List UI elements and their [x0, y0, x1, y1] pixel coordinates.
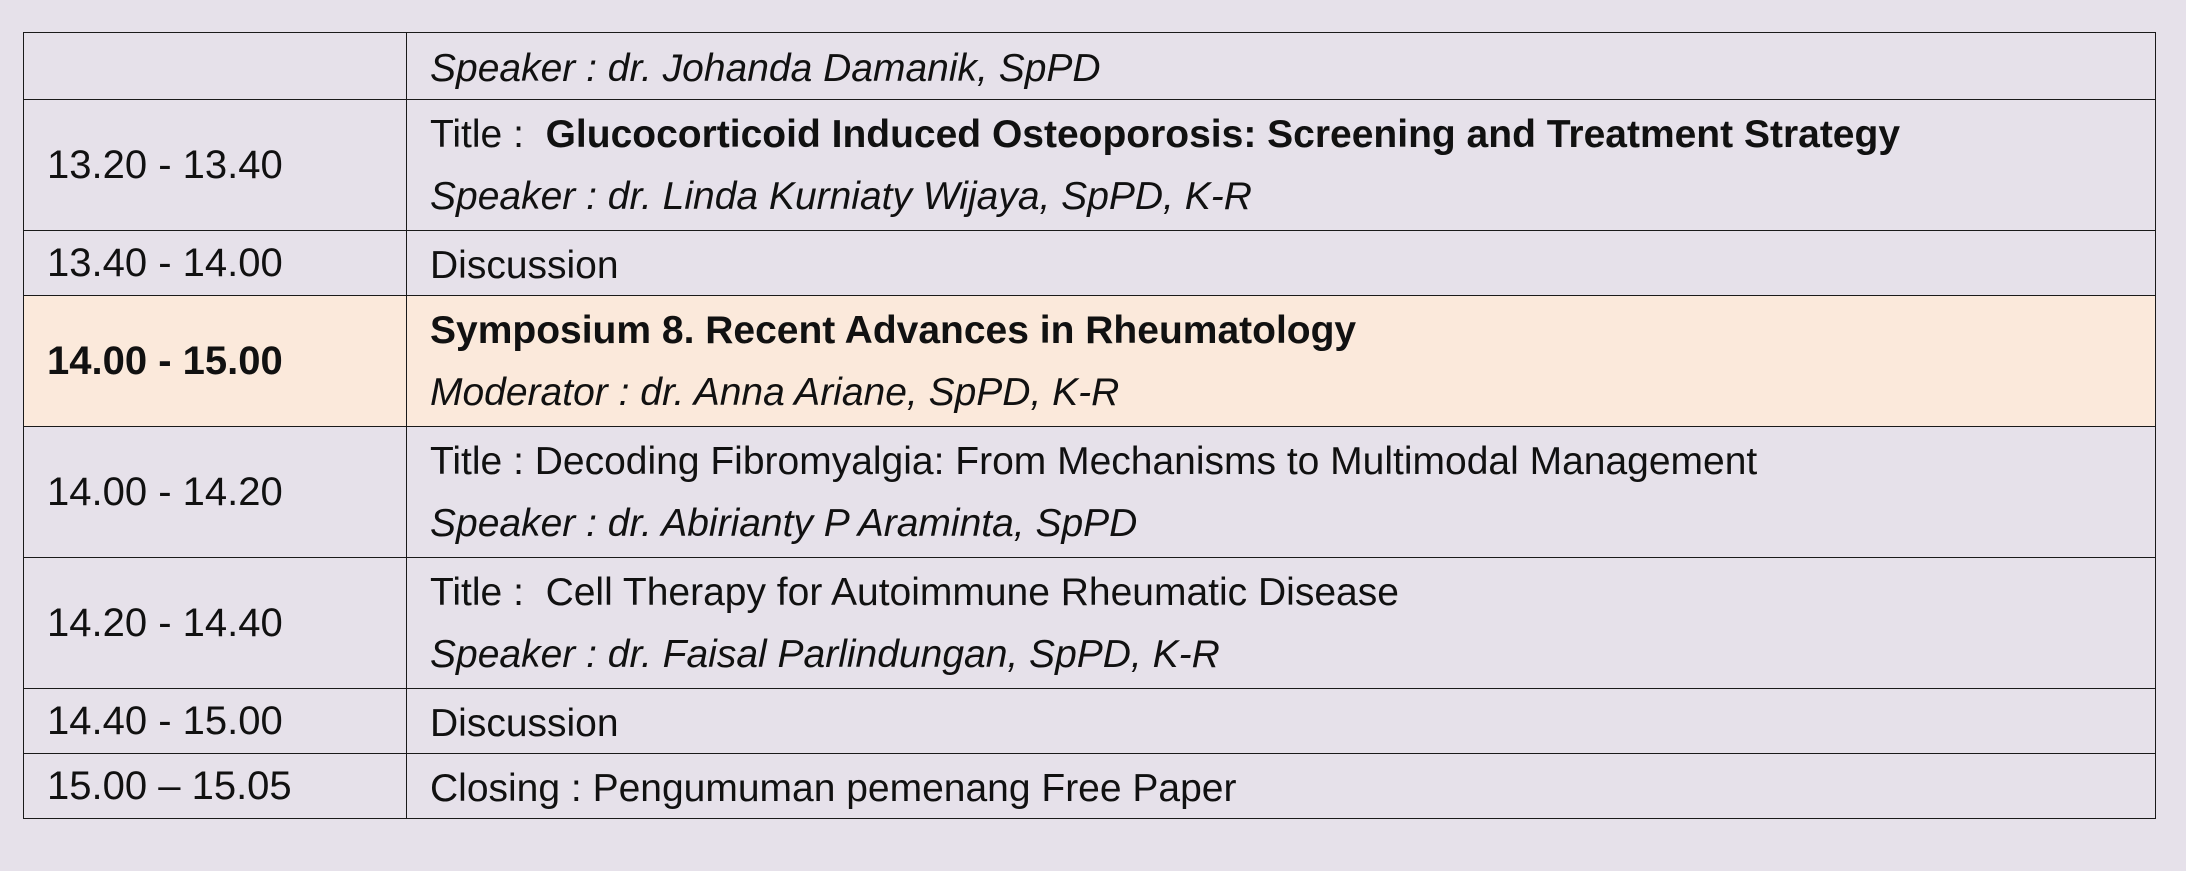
speaker-text: Speaker : dr. Faisal Parlindungan, SpPD, K-R: [430, 633, 1220, 676]
session-cell: [407, 231, 2156, 296]
session-cell: [407, 427, 2156, 558]
speaker-text: Speaker : dr. Linda Kurniaty Wijaya, SpPD, K-R: [430, 175, 1252, 218]
time-cell: 14.00 - 15.00: [24, 296, 407, 427]
moderator-text: Moderator : dr. Anna Ariane, SpPD, K-R: [430, 371, 1120, 414]
time-cell: 13.20 - 13.40: [24, 100, 407, 231]
schedule-row: [24, 427, 2156, 558]
time-cell: 15.00 – 15.05: [24, 754, 407, 819]
session-cell: [407, 558, 2156, 689]
session-cell: [407, 689, 2156, 754]
session-cell: [407, 100, 2156, 231]
time-cell: 14.20 - 14.40: [24, 558, 407, 689]
session-cell: [407, 296, 2156, 427]
discussion-text: Discussion: [430, 244, 619, 287]
schedule-row: [24, 558, 2156, 689]
time-cell: [24, 33, 407, 100]
schedule-row: [24, 754, 2156, 819]
schedule-row: [24, 33, 2156, 100]
speaker-text: Speaker : dr. Abirianty P Araminta, SpPD: [430, 502, 1138, 545]
discussion-text: Discussion: [430, 702, 619, 745]
talk-title: Title : Decoding Fibromyalgia: From Mechanisms to Multimodal Management: [430, 440, 1758, 483]
title-text: Glucocorticoid Induced Osteoporosis: Screening and Treatment Strategy: [545, 113, 1901, 156]
symposium-row: [24, 296, 2156, 427]
symposium-title: Symposium 8. Recent Advances in Rheumatology: [430, 309, 1357, 352]
session-cell: [407, 754, 2156, 819]
talk-title: [430, 100, 2155, 163]
title-prefix: Title :: [430, 113, 546, 156]
speaker-text: Speaker : dr. Johanda Damanik, SpPD: [430, 47, 1101, 90]
time-cell: 14.00 - 14.20: [24, 427, 407, 558]
talk-title: Title : Cell Therapy for Autoimmune Rheumatic Disease: [430, 571, 1399, 614]
closing-text: Closing : Pengumuman pemenang Free Paper: [430, 767, 1237, 810]
session-cell: [407, 33, 2156, 100]
time-cell: 14.40 - 15.00: [24, 689, 407, 754]
time-cell: 13.40 - 14.00: [24, 231, 407, 296]
schedule-row: [24, 231, 2156, 296]
schedule-table: [23, 32, 2156, 819]
schedule-row: [24, 689, 2156, 754]
schedule-row: [24, 100, 2156, 231]
